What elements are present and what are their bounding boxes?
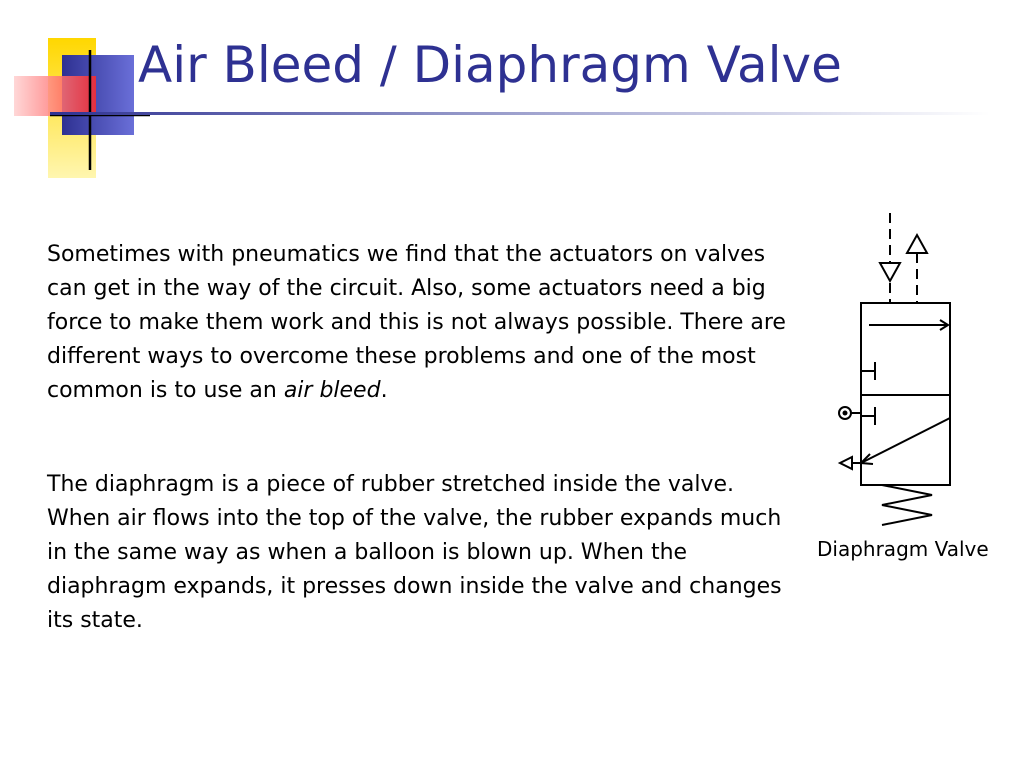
- emphasis-air-bleed: air bleed: [283, 378, 381, 403]
- paragraph-text: Sometimes with pneumatics we find that the actuators on valves can get in the way of the circuit. Also, some actuators need a big force to make them work and this is not always possible. There are different ways to overcome these problems and one of the most common is to use an: [47, 242, 786, 403]
- page-title: Air Bleed / Diaphragm Valve: [138, 36, 842, 94]
- title-divider: [50, 112, 990, 115]
- paragraph-air-bleed: [47, 238, 787, 408]
- paragraph-end: .: [380, 378, 388, 403]
- figure-caption: Diaphragm Valve: [817, 537, 989, 561]
- paragraph-diaphragm: The diaphragm is a piece of rubber stretched inside the valve. When air flows into the top of the valve, the rubber expands much in the same way as when a balloon is blown up. When the diaphragm expands, it presses down inside the valve and changes its state.: [47, 472, 782, 633]
- slide-logo-icon: [0, 0, 160, 190]
- diaphragm-valve-symbol-icon: [820, 205, 1000, 545]
- slide-body: [47, 238, 787, 638]
